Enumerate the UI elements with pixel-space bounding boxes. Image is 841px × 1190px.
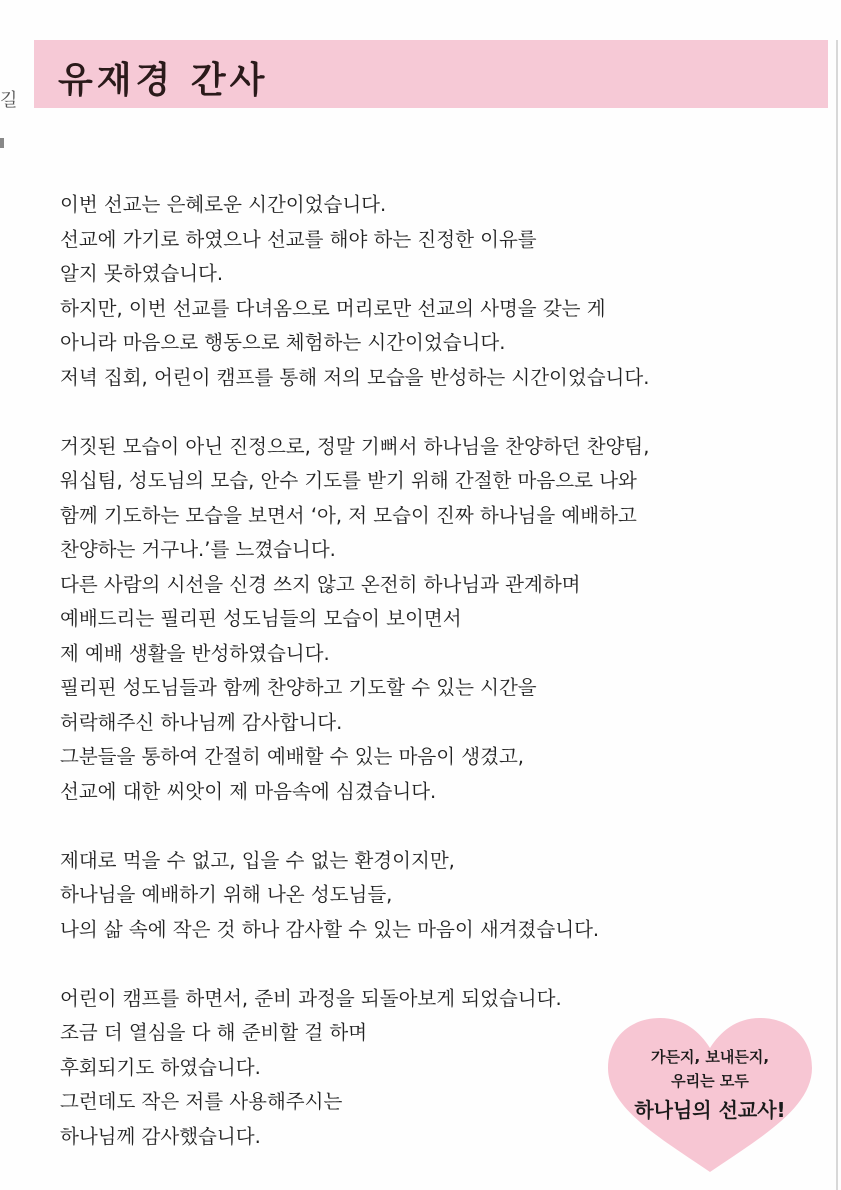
text-line: 아니라 마음으로 행동으로 체험하는 시간이었습니다. (60, 331, 506, 354)
paragraph (60, 430, 800, 810)
text-line: 제대로 먹을 수 없고, 입을 수 없는 환경이지만, (60, 848, 455, 872)
text-line: 후회되기도 하였습니다. (60, 1055, 261, 1079)
text-line: 하나님을 예배하기 위해 나온 성도님들, (60, 883, 393, 906)
text-line: 알지 못하였습니다. (60, 262, 224, 285)
text-line: 거짓된 모습이 아닌 진정으로, 정말 기뻐서 하나님을 찬양하던 찬양팀, (60, 434, 650, 458)
paragraph (60, 188, 800, 395)
heart-badge-line1: 가든지, 보내든지, (650, 1048, 770, 1066)
text-line: 제 예배 생활을 반성하였습니다. (60, 641, 330, 665)
text-line: 함께 기도하는 모습을 보면서 ‘아, 저 모습이 진짜 하나님을 예배하고 (60, 503, 637, 527)
heart-badge (600, 1010, 820, 1180)
text-line: 허락해주신 하나님께 감사합니다. (60, 710, 343, 734)
page-edge-dot (0, 138, 4, 148)
text-line: 선교에 가기로 하였으나 선교를 해야 하는 진정한 이유를 (60, 227, 537, 251)
text-line: 워십팀, 성도님의 모습, 안수 기도를 받기 위해 간절한 마음으로 나와 (60, 469, 637, 492)
text-line: 어린이 캠프를 하면서, 준비 과정을 되돌아보게 되었습니다. (60, 986, 562, 1010)
page-edge-rule (836, 40, 838, 1190)
text-line: 저녁 집회, 어린이 캠프를 통해 저의 모습을 반성하는 시간이었습니다. (60, 365, 650, 389)
heart-badge-line2: 우리는 모두 (671, 1072, 749, 1090)
page-title: 유재경 간사 (58, 60, 269, 101)
heart-badge-line3: 하나님의 선교사! (634, 1098, 786, 1122)
text-line: 조금 더 열심을 다 해 준비할 걸 하며 (60, 1021, 368, 1044)
page-edge-mark: 길 (0, 90, 18, 111)
text-line: 그분들을 통하여 간절히 예배할 수 있는 마음이 생겼고, (60, 745, 525, 768)
text-line: 하나님께 감사했습니다. (60, 1124, 261, 1148)
text-line: 선교에 대한 씨앗이 제 마음속에 심겼습니다. (60, 779, 437, 803)
text-line: 그런데도 작은 저를 사용해주시는 (60, 1090, 343, 1113)
text-line: 하지만, 이번 선교를 다녀옴으로 머리로만 선교의 사명을 갖는 게 (60, 296, 606, 320)
text-line: 예배드리는 필리핀 성도님들의 모습이 보이면서 (60, 607, 462, 630)
text-line: 나의 삶 속에 작은 것 하나 감사할 수 있는 마음이 새겨졌습니다. (60, 917, 600, 941)
text-line: 이번 선교는 은혜로운 시간이었습니다. (60, 193, 387, 216)
text-line: 찬양하는 거구나.’를 느꼈습니다. (60, 538, 336, 561)
text-line: 필리핀 성도님들과 함께 찬양하고 기도할 수 있는 시간을 (60, 676, 537, 699)
paragraph (60, 844, 800, 948)
text-line: 다른 사람의 시선을 신경 쓰지 않고 온전히 하나님과 관계하며 (60, 572, 581, 596)
